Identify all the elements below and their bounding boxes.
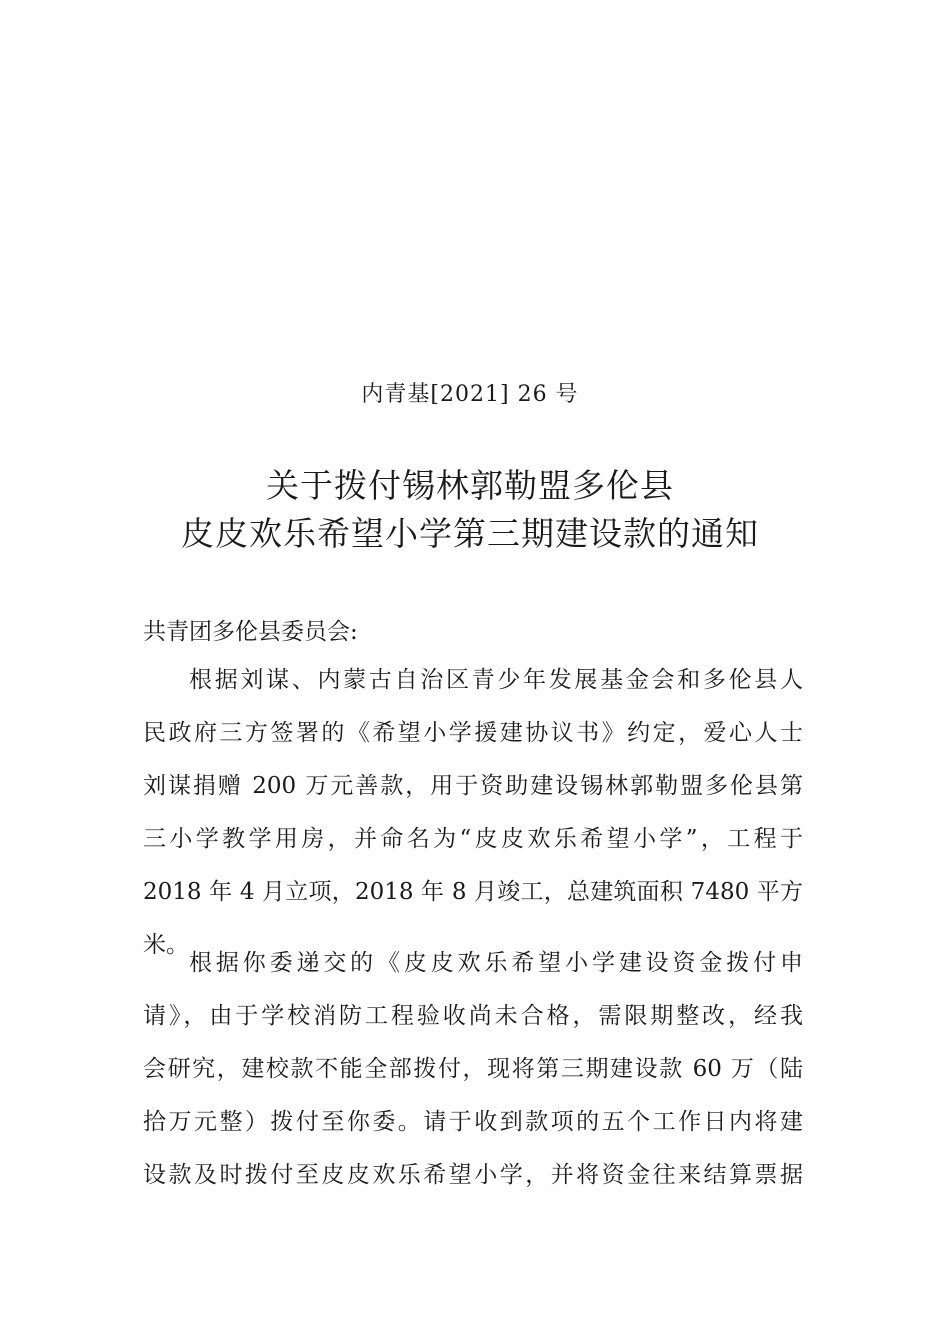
paragraph-line: 会研究，建校款不能全部拨付，现将第三期建设款 60 万（陆: [143, 1056, 803, 1082]
paragraph-line: 设款及时拨付至皮皮欢乐希望小学，并将资金往来结算票据: [143, 1162, 803, 1188]
paragraph-line: 刘谋捐赠 200 万元善款，用于资助建设锡林郭勒盟多伦县第: [143, 773, 803, 799]
title-line-2: 皮皮欢乐希望小学第三期建设款的通知: [181, 514, 759, 553]
paragraph-line: 三小学教学用房，并命名为“皮皮欢乐希望小学”，工程于: [143, 826, 803, 852]
document-title: [0, 462, 940, 558]
salutation: 共青团多伦县委员会:: [143, 619, 358, 645]
paragraph-line: 民政府三方签署的《希望小学援建协议书》约定，爱心人士: [143, 720, 803, 746]
paragraph-line: 2018 年 4 月立项，2018 年 8 月竣工，总建筑面积 7480 平方: [143, 879, 803, 905]
title-line-1: 关于拨付锡林郭勒盟多伦县: [266, 466, 674, 505]
document-number: 内青基[2021] 26 号: [361, 382, 579, 407]
paragraph-line: 请》，由于学校消防工程验收尚未合格，需限期整改，经我: [143, 1003, 803, 1029]
body-paragraph-1: [143, 654, 803, 972]
paragraph-line: 米。: [143, 932, 189, 958]
paragraph-line: 根据你委递交的《皮皮欢乐希望小学建设资金拨付申: [189, 950, 803, 976]
body-paragraph-2: [143, 937, 803, 1202]
paragraph-line: 根据刘谋、内蒙古自治区青少年发展基金会和多伦县人: [189, 667, 803, 693]
paragraph-line: 拾万元整）拨付至你委。请于收到款项的五个工作日内将建: [143, 1109, 803, 1135]
